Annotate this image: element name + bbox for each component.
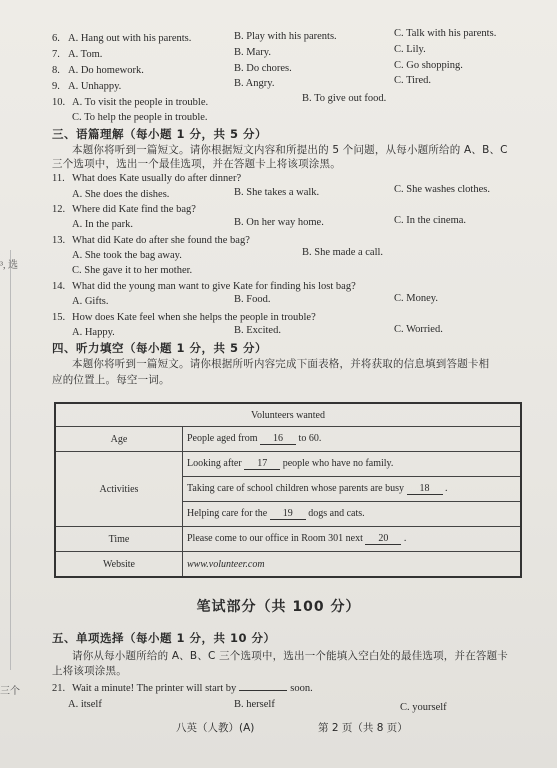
written-part-heading: 笔试部分（共 100 分） bbox=[196, 599, 361, 615]
option-a: A. Do homework. bbox=[68, 65, 144, 76]
table-heading: Volunteers wanted bbox=[55, 403, 521, 427]
question-text: What did Kate do after she found the bag? bbox=[72, 235, 250, 246]
option-c: C. Worried. bbox=[394, 324, 443, 335]
footer-page-number: 第 2 页（共 8 页） bbox=[318, 722, 408, 734]
left-edge-text-bottom: 三个 bbox=[0, 686, 20, 697]
question-text: Where did Kate find the bag? bbox=[72, 204, 196, 215]
activity-row-1 bbox=[183, 452, 522, 477]
section-3-intro-line1: 本题你将听到一篇短文。请你根据短文内容和所提出的 5 个问题，从每小题所给的 A、B、C bbox=[72, 144, 508, 156]
option-a: A. Happy. bbox=[72, 327, 115, 338]
section-4-intro-line2: 应的位置上。每空一词。 bbox=[52, 374, 170, 386]
website-label: Website bbox=[55, 552, 183, 578]
activity-3-post: dogs and cats. bbox=[308, 508, 365, 519]
section-4-title: 四、听力填空（每小题 1 分，共 5 分） bbox=[52, 341, 268, 355]
question-number: 12. bbox=[52, 204, 66, 215]
option-a: A. Tom. bbox=[68, 49, 103, 60]
option-b: B. Angry. bbox=[234, 78, 275, 89]
question-text: How does Kate feel when she helps the people in trouble? bbox=[72, 312, 316, 323]
answer-blank bbox=[239, 690, 287, 691]
option-b: B. On her way home. bbox=[234, 217, 324, 228]
option-a: A. itself bbox=[68, 699, 102, 710]
question-number: 7. bbox=[52, 49, 60, 60]
option-a: A. Unhappy. bbox=[68, 81, 122, 92]
question-number: 14. bbox=[52, 281, 66, 292]
option-c: C. yourself bbox=[400, 702, 447, 713]
option-b: B. Do chores. bbox=[234, 63, 292, 74]
activities-label: Activities bbox=[55, 452, 183, 527]
question-number: 21. bbox=[52, 683, 66, 694]
footer-subject: 八英（人教）(A) bbox=[176, 722, 255, 734]
option-c: C. Tired. bbox=[394, 75, 432, 86]
blank-17: 17 bbox=[244, 458, 280, 470]
section-3-intro-line2: 三个选项中，选出一个最佳选项，并在答题卡上将该项涂黑。 bbox=[52, 158, 341, 170]
question-number: 11. bbox=[52, 173, 65, 184]
option-a: A. In the park. bbox=[72, 219, 133, 230]
option-c: C. Money. bbox=[394, 293, 438, 304]
option-b: B. Food. bbox=[234, 294, 271, 305]
activity-1-pre: Looking after bbox=[187, 458, 242, 469]
option-a: A. Hang out with his parents. bbox=[68, 33, 192, 44]
question-text-post: soon. bbox=[290, 683, 313, 694]
option-c: C. She gave it to her mother. bbox=[72, 265, 193, 276]
option-c: C. To help the people in trouble. bbox=[72, 112, 208, 123]
age-text-pre: People aged from bbox=[187, 433, 258, 444]
section-5-intro-line2: 上将该项涂黑。 bbox=[52, 665, 127, 677]
option-b: B. herself bbox=[234, 699, 275, 710]
question-text bbox=[72, 682, 313, 695]
activity-2-pre: Taking care of school children whose parents are busy bbox=[187, 483, 405, 494]
activity-2-post: . bbox=[445, 483, 448, 494]
age-label: Age bbox=[55, 427, 183, 452]
time-label: Time bbox=[55, 527, 183, 552]
question-number: 6. bbox=[52, 33, 60, 44]
age-row bbox=[183, 427, 522, 452]
option-b: B. Excited. bbox=[234, 325, 281, 336]
blank-19: 19 bbox=[270, 508, 306, 520]
option-c: C. She washes clothes. bbox=[394, 184, 490, 195]
question-number: 8. bbox=[52, 65, 60, 76]
activity-row-2 bbox=[183, 477, 522, 502]
option-b: B. Mary. bbox=[234, 47, 271, 58]
time-text-pre: Please come to our office in Room 301 next bbox=[187, 533, 363, 544]
question-number: 9. bbox=[52, 81, 60, 92]
age-text-post: to 60. bbox=[298, 433, 322, 444]
left-edge-text: ³, 选 bbox=[0, 260, 18, 271]
question-number: 10. bbox=[52, 97, 66, 108]
question-text-pre: Wait a minute! The printer will start by bbox=[72, 683, 237, 694]
question-number: 15. bbox=[52, 312, 66, 323]
question-number: 13. bbox=[52, 235, 66, 246]
activity-1-post: people who have no family. bbox=[282, 458, 394, 469]
blank-20: 20 bbox=[365, 533, 401, 545]
volunteers-table bbox=[54, 402, 522, 578]
option-a: A. Gifts. bbox=[72, 296, 109, 307]
option-b: B. Play with his parents. bbox=[234, 31, 337, 42]
option-c: C. Lily. bbox=[394, 44, 426, 55]
option-c: C. Go shopping. bbox=[394, 60, 463, 71]
question-text: What does Kate usually do after dinner? bbox=[72, 173, 242, 184]
option-b: B. To give out food. bbox=[302, 93, 387, 104]
blank-16: 16 bbox=[260, 433, 296, 445]
option-c: C. In the cinema. bbox=[394, 215, 467, 226]
time-row bbox=[183, 527, 522, 552]
section-3-title: 三、语篇理解（每小题 1 分，共 5 分） bbox=[52, 127, 268, 141]
option-a: A. She does the dishes. bbox=[72, 189, 170, 200]
section-4-intro-line1: 本题你将听到一篇短文。请你根据所听内容完成下面表格，并将获取的信息填到答题卡相 bbox=[72, 358, 490, 370]
section-5-title: 五、单项选择（每小题 1 分，共 10 分） bbox=[52, 631, 276, 645]
time-text-post: . bbox=[403, 533, 407, 544]
option-b: B. She made a call. bbox=[302, 247, 384, 258]
question-text: What did the young man want to give Kate for finding his lost bag? bbox=[72, 281, 356, 292]
activity-row-3 bbox=[183, 502, 522, 527]
option-a: A. She took the bag away. bbox=[72, 250, 182, 261]
option-b: B. She takes a walk. bbox=[234, 187, 320, 198]
option-a: A. To visit the people in trouble. bbox=[72, 97, 209, 108]
section-5-intro-line1: 请你从每小题所给的 A、B、C 三个选项中，选出一个能填入空白处的最佳选项，并在答题卡 bbox=[72, 650, 508, 662]
activity-3-pre: Helping care for the bbox=[187, 508, 268, 519]
blank-18: 18 bbox=[407, 483, 443, 495]
option-c: C. Talk with his parents. bbox=[394, 28, 497, 39]
website-value: www.volunteer.com bbox=[183, 552, 522, 578]
